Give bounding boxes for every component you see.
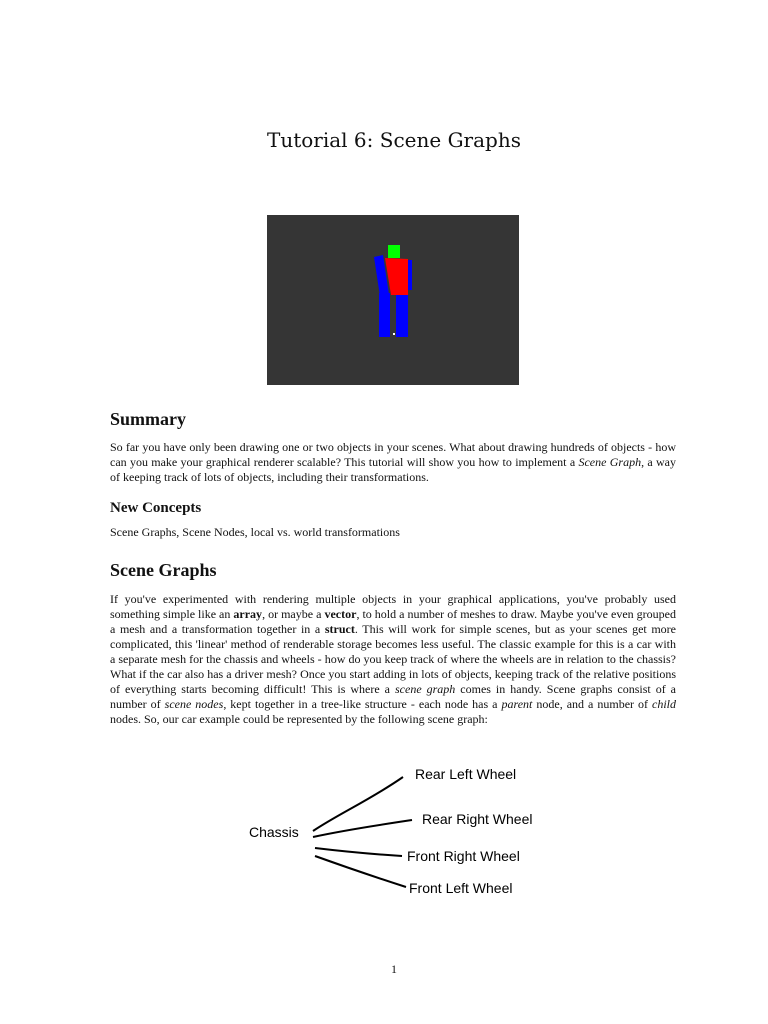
new-concepts-heading: New Concepts xyxy=(110,500,202,516)
scene-graphs-paragraph: If you've experimented with rendering multiple objects in your graphical applications, you've probably used something simple like an array, or maybe a vector, to hold a number of meshes to draw. Maybe you've even grouped a mesh and a transformation together in a struct. This will work for simple scenes, but as your scenes get more complicated, this 'linear' method of renderable storage becomes less useful. The classic example for this is a car with a separate mesh for the chassis and wheels - how do you keep track of where the wheels are in relation to the chassis? What if the car also has a driver mesh? Once you start adding in lots of objects, keeping track of the relative positions of everything starts becoming difficult! This is where a scene graph comes in handy. Scene graphs consist of a number of scene nodes, kept together in a tree-like structure - each node has a parent node, and a number of child nodes. So, our car example could be represented by the following scene graph: xyxy=(110,592,677,726)
scene-graph-diagram xyxy=(240,755,560,905)
page-number: 1 xyxy=(391,962,397,976)
page-title: Tutorial 6: Scene Graphs xyxy=(267,128,521,152)
robot-render-figure xyxy=(267,215,519,385)
node-rear-right-wheel: Rear Right Wheel xyxy=(422,811,533,827)
summary-heading: Summary xyxy=(110,409,186,429)
robot-render-image xyxy=(267,215,519,385)
robot-head xyxy=(388,245,400,258)
new-concepts-text: Scene Graphs, Scene Nodes, local vs. world transformations xyxy=(110,525,400,539)
scene-graphs-heading: Scene Graphs xyxy=(110,560,217,580)
node-rear-left-wheel: Rear Left Wheel xyxy=(415,766,517,782)
edge-front-left xyxy=(315,856,406,887)
edge-front-right xyxy=(315,848,402,856)
robot-right-leg xyxy=(396,293,408,337)
node-front-left-wheel: Front Left Wheel xyxy=(409,880,513,896)
node-front-right-wheel: Front Right Wheel xyxy=(407,848,520,864)
node-chassis: Chassis xyxy=(249,824,299,840)
summary-paragraph: So far you have only been drawing one or two objects in your scenes. What about drawing hundreds of objects - how can you make your graphical renderer scalable? This tutorial will show you how to implement a Scene Graph, a way of keeping track of lots of objects, including their transformations. xyxy=(110,440,676,484)
